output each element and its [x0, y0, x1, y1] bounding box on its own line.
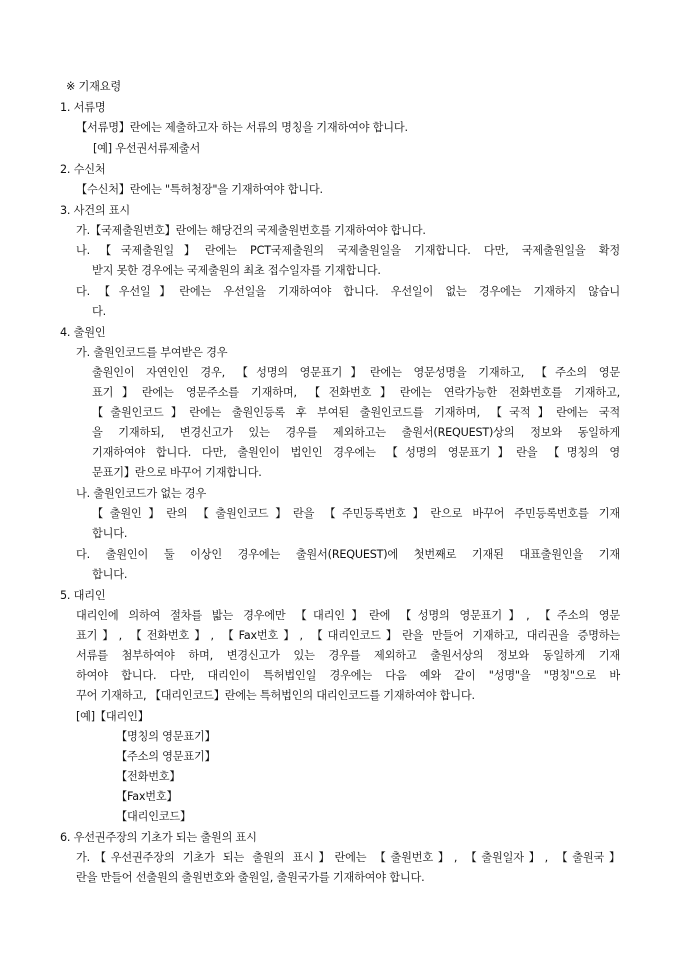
section-5-example-item: 【명칭의 영문표기】	[116, 730, 216, 743]
section-4-na-line2: 합니다.	[92, 527, 128, 540]
section-4-ga-title: 가. 출원인코드를 부여받은 경우	[76, 346, 228, 359]
section-6-title: 6. 우선권주장의 기초가 되는 출원의 표시	[60, 831, 257, 844]
section-1-title: 1. 서류명	[60, 101, 106, 114]
notice-heading: ※ 기재요령	[66, 80, 121, 93]
section-4-da-line1: 다. 출원인이 둘 이상인 경우에는 출원서(REQUEST)에 첫번째로 기재된 대표출원인을 기재	[76, 548, 620, 561]
section-5-line: 표기】, 【전화번호】, 【Fax번호】, 【대리인코드】란을 만들어 기재하고, 대리권을 증명하는	[76, 629, 620, 642]
section-4-ga-line: 기재하여야 합니다. 다만, 출원인이 법인인 경우에는 【성명의 영문표기】란을 【명칭의 영	[92, 446, 620, 459]
section-6-ga-line1: 가.【우선권주장의 기초가 되는 출원의 표시】란에는 【출원번호】, 【출원일자】, 【출원국】	[76, 851, 620, 864]
section-4-ga-line: 표기】란에는 영문주소를 기재하며, 【전화번호】란에는 연락가능한 전화번호를 기재하고,	[92, 386, 620, 399]
section-4-ga-line: 문표기】란으로 바꾸어 기재합니다.	[92, 466, 262, 479]
section-6-ga-line2: 란을 만들어 선출원의 출원번호와 출원일, 출원국가를 기재하여야 합니다.	[76, 871, 425, 884]
section-2-body: 【수신처】란에는 "특허청장"을 기재하여야 합니다.	[76, 183, 323, 196]
section-1-body: 【서류명】란에는 제출하고자 하는 서류의 명칭을 기재하여야 합니다.	[76, 121, 408, 134]
section-5-line: 대리인에 의하여 절차를 밟는 경우에만 【대리인】란에 【성명의 영문표기】, 【주소의 영문	[76, 609, 620, 622]
section-4-na-line1: 【출원인】란의 【출원인코드】란을 【주민등록번호】란으로 바꾸어 주민등록번호를 기재	[92, 507, 620, 520]
section-3-item-na-line2: 받지 못한 경우에는 국제출원의 최초 접수일자를 기재합니다.	[92, 264, 381, 277]
section-3-item-na-line1: 나.【국제출원일】란에는 PCT국제출원의 국제출원일을 기재합니다. 다만, 국제출원일을 확정	[76, 244, 620, 257]
section-4-na-title: 나. 출원인코드가 없는 경우	[76, 487, 207, 500]
section-3-title: 3. 사건의 표시	[60, 204, 131, 217]
section-5-example-item: 【Fax번호】	[116, 790, 178, 803]
section-5-line: 하여야 합니다. 다만, 대리인이 특허법인일 경우에는 다음 예와 같이 "성명"을 "명칭"으로 바	[76, 669, 620, 682]
section-5-example-item: 【주소의 영문표기】	[116, 750, 216, 763]
section-2-title: 2. 수신처	[60, 163, 106, 176]
section-4-ga-line: 【출원인코드】란에는 출원인등록 후 부여된 출원인코드를 기재하며, 【국적】란에는 국적	[92, 406, 620, 419]
section-5-line: 꾸어 기재하고, 【대리인코드】란에는 특허법인의 대리인코드를 기재하여야 합니다.	[76, 689, 475, 702]
section-5-line: 서류를 첨부하여야 하며, 변경신고가 있는 경우를 제외하고 출원서상의 정보와 동일하게 기재	[76, 649, 620, 662]
section-5-title: 5. 대리인	[60, 589, 106, 602]
section-4-ga-line: 을 기재하되, 변경신고가 있는 경우를 제외하고는 출원서(REQUEST)상의 정보와 동일하게	[92, 426, 620, 439]
section-4-ga-line: 출원인이 자연인인 경우, 【성명의 영문표기】란에는 영문성명을 기재하고, 【주소의 영문	[92, 366, 620, 379]
section-3-item-da-line1: 다.【우선일】란에는 우선일을 기재하여야 합니다. 우선일이 없는 경우에는 기재하지 않습니	[76, 285, 620, 298]
section-4-da-line2: 합니다.	[92, 568, 128, 581]
section-5-example-label: [예]【대리인】	[76, 710, 149, 723]
section-3-item-ga: 가.【국제출원번호】란에는 해당건의 국제출원번호를 기재하여야 합니다.	[76, 224, 426, 237]
section-4-title: 4. 출원인	[60, 326, 106, 339]
section-1-example: [예] 우선권서류제출서	[93, 142, 201, 155]
section-3-item-da-line2: 다.	[92, 305, 106, 318]
section-5-example-item: 【대리인코드】	[116, 810, 192, 823]
section-5-example-item: 【전화번호】	[116, 770, 181, 783]
